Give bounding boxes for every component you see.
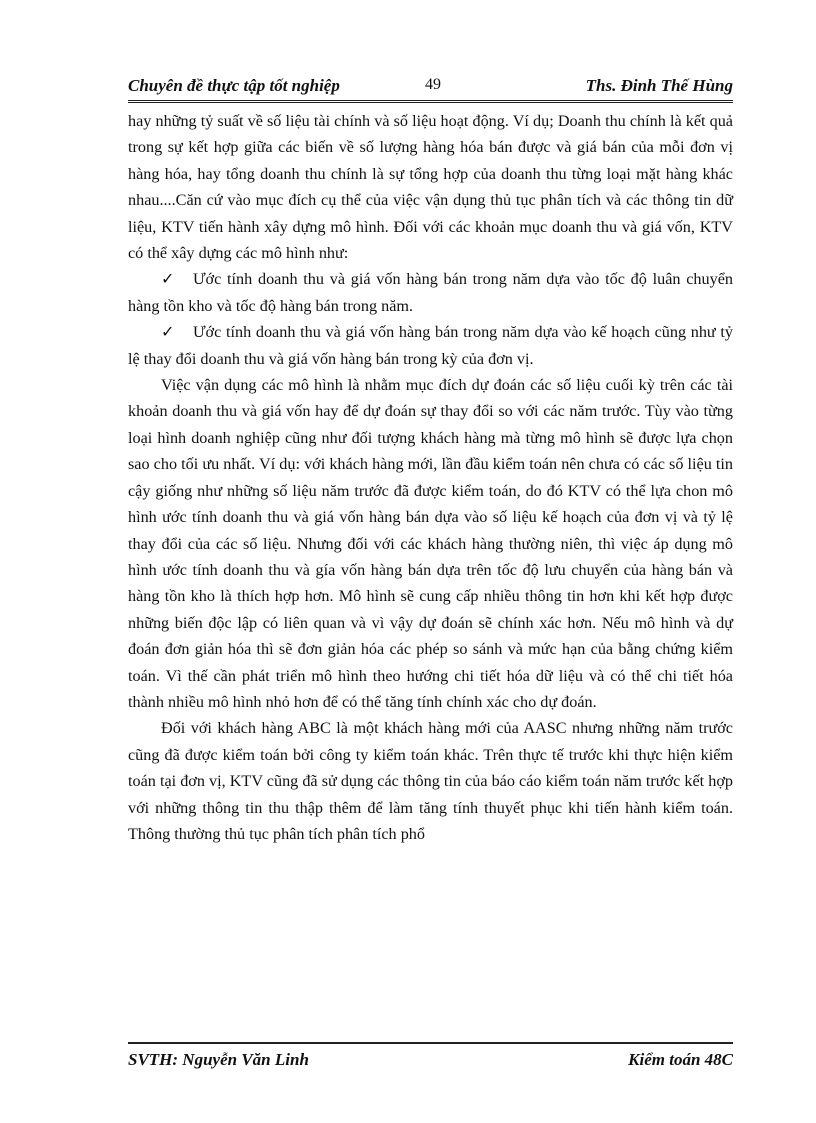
paragraph: Việc vận dụng các mô hình là nhằm mục đích dự đoán các số liệu cuối kỳ trên các tài khoản doanh thu và giá vốn hay để dự đoán sự thay đổi so với các năm trước. Tùy vào từng loại hình doanh nghiệp cũng như đối tượng khách hàng mà từng mô hình sẽ được lựa chọn sao cho tối ưu nhất. Ví dụ: với khách hàng mới, lần đầu kiểm toán nên chưa có các số liệu tin cậy giống như những số liệu năm trước đã được kiểm toán, do đó KTV có thể lựa chon mô hình ước tính doanh thu và giá vốn hàng bán dựa vào số liệu kế hoạch của đơn vị và tỷ lệ thay đổi của các số liệu. Nhưng đối với các khách hàng thường niên, thì việc áp dụng mô hình ước tính doanh thu và gía vốn hàng bán dựa trên tốc độ lưu chuyển của hàng bán và hàng tồn kho là thích hợp hơn. Mô hình sẽ cung cấp nhiều thông tin hơn khi kết hợp được những biến độc lập có liên quan và vì vậy dự đoán sẽ chính xác hơn. Nếu mô hình và dự đoán đơn giản hóa thì sẽ đơn giản hóa các phép so sánh và mức hạn của bằng chứng kiểm toán. Vì thế cần phát triển mô hình theo hướng chi tiết hóa dữ liệu và có thể chi tiết hóa thành nhiều mô hình nhỏ hơn để có thể tăng tính chính xác cho dự đoán.	[128, 376, 733, 711]
document-title: Chuyên đề thực tập tốt nghiệp	[128, 76, 340, 95]
checkmark-icon: ✓	[161, 270, 175, 289]
class-name: Kiểm toán 48C	[628, 1050, 733, 1069]
bullet-item	[128, 319, 733, 372]
page-number: 49	[425, 76, 441, 93]
page-footer	[128, 1042, 733, 1072]
paragraph-continuation: hay những tỷ suất về số liệu tài chính và số liệu hoạt động. Ví dụ; Doanh thu chính là kết quả trong sự kết hợp giữa các biến về số lượng hàng hóa bán được và giá bán của mỗi đơn vị hàng hóa, hay tổng doanh thu chính là sự tổng hợp của doanh thu từng loại mặt hàng khác nhau....Căn cứ vào mục đích cụ thể của việc vận dụng thủ tục phân tích và các thông tin dữ liệu, KTV tiến hành xây dựng mô hình. Đối với các khoản mục doanh thu và giá vốn, KTV có thể xây dựng các mô hình như:	[128, 112, 733, 263]
student-name: SVTH: Nguyễn Văn Linh	[128, 1050, 309, 1069]
bullet-text: Ước tính doanh thu và giá vốn hàng bán trong năm dựa vào kế hoạch cũng như tỷ lệ thay đổi doanh thu và giá vốn hàng bán trong kỳ của đơn vị.	[128, 323, 733, 368]
bullet-text: Ước tính doanh thu và giá vốn hàng bán trong năm dựa vào tốc độ luân chuyển hàng tồn kho và tốc độ hàng bán trong năm.	[128, 270, 733, 315]
bullet-item	[128, 266, 733, 319]
page-header	[128, 74, 733, 103]
document-body	[128, 108, 733, 847]
checkmark-icon: ✓	[161, 323, 175, 342]
paragraph: Đối với khách hàng ABC là một khách hàng mới của AASC nhưng những năm trước cũng đã được kiểm toán bởi công ty kiểm toán khác. Trên thực tế trước khi thực hiện kiểm toán tại đơn vị, KTV cũng đã sử dụng các thông tin của báo cáo kiểm toán năm trước kết hợp với những thông tin thu thập thêm để làm tăng tính thuyết phục khi tiến hành kiểm toán. Thông thường thủ tục phân tích phân tích phổ	[128, 719, 733, 843]
advisor-name: Ths. Đinh Thế Hùng	[585, 76, 733, 95]
